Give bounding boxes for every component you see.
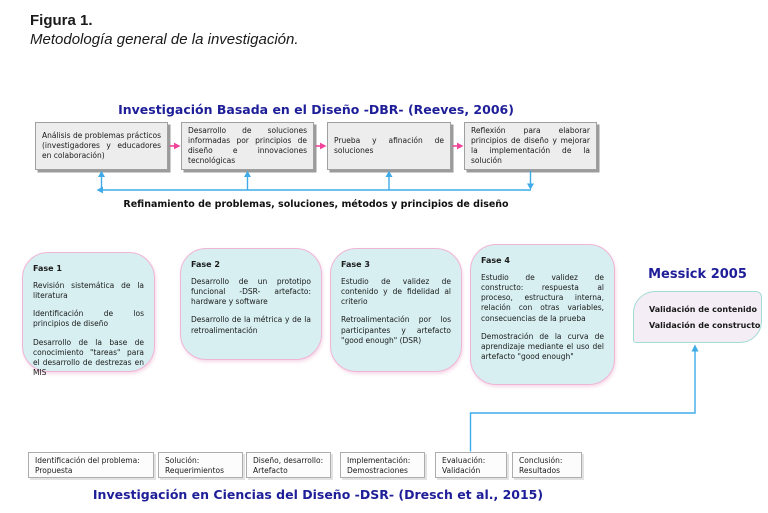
dsr-step-label: Diseño, desarrollo:	[253, 455, 324, 465]
dsr-step-implementacion	[340, 452, 425, 478]
phase-3-item: Estudio de validez de contenido y de fidelidad al criterio	[341, 277, 451, 307]
phase-1-item: Identificación de los principios de diseño	[33, 309, 144, 329]
dbr-box-desarrollo-soluciones: Desarrollo de soluciones informadas por principios de diseño e innovaciones tecnológicas	[181, 122, 314, 170]
phase-box-4	[470, 244, 615, 385]
phase-2-item: Desarrollo de la métrica y de la retroalimentación	[191, 315, 311, 335]
messick-validation-box	[633, 291, 762, 343]
dbr-feedback-label: Refinamiento de problemas, soluciones, métodos y principios de diseño	[123, 199, 509, 210]
dsr-step-result: Resultados	[519, 466, 561, 475]
dsr-step-conclusion	[512, 452, 582, 478]
phase-3-title: Fase 3	[341, 260, 370, 269]
phase-4-item: Estudio de validez de constructo: respuesta al proceso, estructura interna, relación con otras variables, consecuencias de la prueba	[481, 273, 604, 323]
dbr-box-prueba: Prueba y afinación de soluciones	[327, 122, 451, 170]
messick-title: Messick 2005	[648, 267, 747, 282]
figure-caption-block	[30, 12, 299, 48]
dbr-box-reflexion: Reflexión para elaborar principios de diseño y mejorar la implementación de la solución	[464, 122, 597, 170]
messick-item-contenido: Validación de contenido	[649, 304, 758, 314]
dsr-step-diseno	[246, 452, 331, 478]
figure-title: Metodología general de la investigación.	[30, 31, 299, 48]
dsr-step-result: Validación	[442, 466, 481, 475]
phase-1-title: Fase 1	[33, 264, 62, 273]
dsr-step-result: Demostraciones	[347, 466, 408, 475]
figure-number: Figura 1.	[30, 12, 93, 29]
phase-4-title: Fase 4	[481, 256, 510, 265]
phase-4-item: Demostración de la curva de aprendizaje mediante el uso del artefacto "good enough"	[481, 331, 604, 361]
dbr-box-analisis: Análisis de problemas prácticos (investigadores y educadores en colaboración)	[35, 122, 168, 170]
phase-box-1	[22, 252, 155, 377]
dsr-step-label: Implementación:	[347, 455, 411, 465]
phase-box-3	[330, 248, 462, 372]
dsr-step-identificacion	[28, 452, 154, 478]
dsr-step-label: Conclusión:	[519, 455, 563, 465]
dsr-step-result: Requerimientos	[165, 466, 224, 475]
phase-3-item: Retroalimentación por los participantes y artefacto "good enough" (DSR)	[341, 315, 451, 345]
phase-box-2	[180, 248, 322, 360]
dsr-step-label: Solución:	[165, 455, 200, 465]
phase-2-item: Desarrollo de un prototipo funcional -DSR- artefacto: hardware y software	[191, 277, 311, 307]
phase-1-item: Desarrollo de la base de conocimiento "tareas" para el desarrollo de destrezas en MIS	[33, 337, 144, 377]
phase-1-item: Revisión sistemática de la literatura	[33, 281, 144, 301]
dsr-step-label: Evaluación:	[442, 455, 486, 465]
dbr-feedback-loop-arrows	[97, 171, 535, 194]
phase-2-title: Fase 2	[191, 260, 220, 269]
dsr-step-evaluacion	[435, 452, 507, 478]
dsr-step-result: Artefacto	[253, 466, 288, 475]
messick-item-constructo: Validación de constructo	[649, 320, 761, 330]
dsr-step-label: Identificación del problema:	[35, 455, 140, 465]
dsr-step-result: Propuesta	[35, 466, 73, 475]
dsr-step-solucion	[158, 452, 243, 478]
dbr-section-title: Investigación Basada en el Diseño -DBR- (Reeves, 2006)	[118, 102, 514, 117]
dsr-section-title: Investigación en Ciencias del Diseño -DSR- (Dresch et al., 2015)	[92, 487, 544, 502]
